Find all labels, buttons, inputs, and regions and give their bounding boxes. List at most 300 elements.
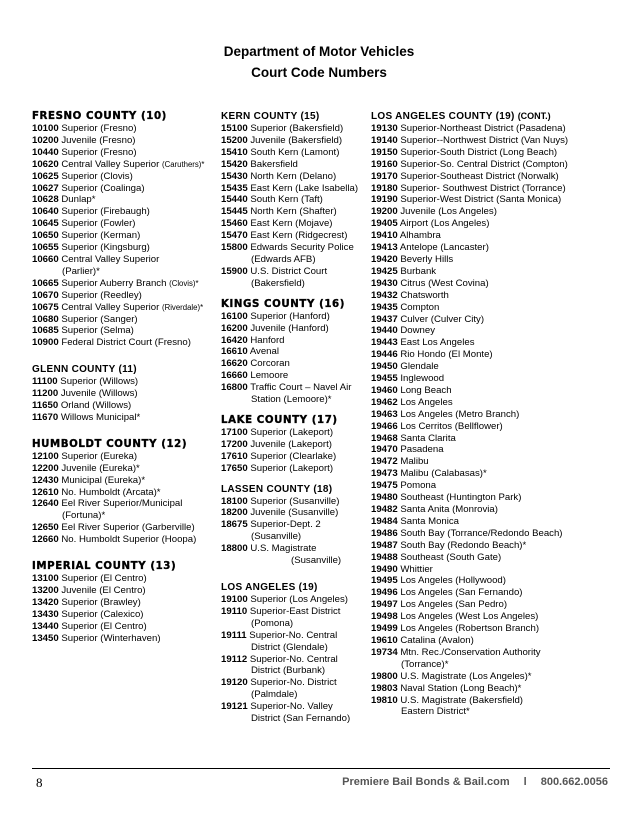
court-code: 18800 [221,543,248,555]
court-name: Superior (Los Angeles) [250,594,348,605]
court-entry [221,346,373,358]
court-name: South Bay (Redondo Beach)* [400,539,527,551]
court-entry [221,519,373,543]
court-code: 19425 [371,265,398,277]
court-code: 19455 [371,373,398,385]
court-name: Traffic Court – Navel Air [250,382,352,394]
county-heading [221,483,373,496]
court-entry [371,683,611,695]
court-code: 19437 [371,313,398,325]
court-name: Pasadena [400,444,444,456]
court-name: Superior (Fresno) [61,123,137,134]
court-code: 16620 [221,358,248,370]
court-entry [221,335,373,347]
court-code: 19140 [371,134,398,146]
court-name: Juvenile (Hanford) [250,322,329,334]
court-entry [221,358,373,370]
court-code: 19466 [371,420,398,432]
court-name: Superior (Lakeport) [250,462,334,474]
court-entry [221,427,373,439]
court-name: North Kern (Delano) [250,170,337,182]
court-code: 15445 [221,206,248,218]
court-name: Central Valley Superior [61,158,160,170]
court-code: 13100 [32,573,59,585]
county-heading-cont: (CONT.) [517,111,551,121]
court-name: Superior (Hanford) [250,310,330,322]
court-location-small: (Clovis)* [169,278,199,288]
court-name: Santa Anita (Monrovia) [400,504,498,515]
court-name: Rio Hondo (El Monte) [400,349,493,361]
court-entry [371,695,611,719]
footer-contact [342,776,608,788]
court-name: Central Valley Superior [61,253,160,265]
court-code: 10627 [32,182,59,194]
court-entry [371,278,611,290]
court-entry [371,564,611,576]
court-name: Superior (Willows) [60,376,139,388]
court-name: Superior-No. District [250,677,337,689]
court-name-continued: (Edwards AFB) [251,253,316,265]
court-name: Inglewood [400,373,445,385]
court-code: 10640 [32,206,59,218]
court-entry [32,290,227,302]
court-code: 11100 [32,376,58,388]
court-name: Superior- Southwest District (Torrance) [400,182,566,194]
court-name: Eel River Superior (Garberville) [61,522,195,534]
county-section [32,110,227,349]
court-entry [221,171,373,183]
county-heading-text: KINGS COUNTY (16) [221,298,345,310]
court-code: 19110 [221,605,248,617]
court-name: Eel River Superior/Municipal [61,498,183,510]
court-entry [221,439,373,451]
court-entry [32,412,227,424]
court-entry [32,278,227,290]
court-name: Downey [400,325,436,337]
court-name: Superior-Southeast District (Norwalk) [400,170,559,182]
section-spacer [32,349,227,363]
court-code: 10625 [32,170,59,182]
court-name-continued: (Pomona) [251,617,294,629]
court-code: 16420 [221,334,248,346]
court-entry [32,573,227,585]
court-name: South Bay (Torrance/Redondo Beach) [400,527,563,539]
footer-company: Premiere Bail Bonds & Bail.com [342,776,510,788]
court-code: 15900 [221,265,248,277]
section-spacer [221,475,373,483]
court-code: 19482 [371,504,398,515]
court-code: 19100 [221,594,248,605]
court-name: Los Angeles [400,396,453,408]
court-code: 18675 [221,519,248,531]
court-code: 12200 [32,462,59,474]
court-code: 19490 [371,563,398,575]
court-name: Juvenile (Susanville) [250,507,339,519]
court-name: Avenal [249,346,279,358]
court-name: Bakersfield [250,158,298,170]
court-entry [221,147,373,159]
court-code: 19430 [371,277,398,289]
court-entry [221,159,373,171]
court-name: Superior Auberry Branch [61,277,167,289]
court-code: 12610 [32,486,59,498]
court-name: Superior (El Centro) [61,620,147,632]
court-name: Federal District Court (Fresno) [61,337,191,349]
court-code: 19443 [371,337,398,349]
court-code: 10655 [32,242,59,254]
court-name: Corcoran [250,358,290,370]
county-heading [32,110,227,123]
court-entry [32,230,227,242]
court-name: East Kern (Mojave) [250,218,333,230]
court-name-continued: Station (Lemoore)* [251,394,332,406]
court-entry [371,349,611,361]
court-entry [32,135,227,147]
court-entry [32,498,227,522]
county-section [221,483,373,567]
court-name: Citrus (West Covina) [400,277,489,289]
court-name: Superior (Coalinga) [61,182,145,194]
column-middle [221,110,373,725]
court-entry [371,266,611,278]
court-entry [221,594,373,606]
court-name: Superior-West District (Santa Monica) [400,194,562,206]
court-name: Superior (Fresno) [61,146,137,158]
court-entry [371,242,611,254]
court-code: 15200 [221,134,248,146]
court-entry [371,171,611,183]
court-entry [221,382,373,406]
court-code: 16800 [221,382,248,394]
court-name-continued: (Fortuna)* [62,510,106,522]
court-name: Lemoore [250,370,289,382]
county-heading [32,560,227,573]
court-entry [221,323,373,335]
court-code: 19495 [371,575,398,587]
court-code: 15100 [221,123,248,134]
court-name: Superior (Calexico) [61,608,144,620]
section-spacer [32,424,227,438]
court-code: 10620 [32,158,59,170]
court-code: 19121 [221,701,248,713]
court-entry [32,242,227,254]
court-entry [221,123,373,135]
court-entry [221,135,373,147]
court-name: Superior (Clearlake) [250,450,337,462]
court-code: 19463 [371,408,398,420]
county-section [32,438,227,546]
court-code: 19480 [371,492,398,504]
county-heading-text: LASSEN COUNTY (18) [221,483,333,495]
court-entry [371,194,611,206]
court-name: Compton [400,301,440,313]
court-name: Pomona [400,480,437,492]
court-code: 19810 [371,694,398,706]
court-code: 19180 [371,182,398,194]
court-entry [371,575,611,587]
page-title: Department of Motor Vehicles [223,44,415,59]
court-code: 19734 [371,646,398,658]
court-name: South Kern (Lamont) [250,146,340,158]
court-code: 10900 [32,337,59,349]
court-entry [32,254,227,278]
court-entry [371,361,611,373]
county-heading [221,414,373,427]
court-code: 13450 [32,632,59,644]
court-entry [371,337,611,349]
court-name-continued: (Torrance)* [401,658,449,670]
court-entry [371,254,611,266]
court-entry [221,543,373,567]
court-entry [221,370,373,382]
court-name: Superior-Northeast District (Pasadena) [400,123,566,134]
court-name: Los Angeles (San Fernando) [400,587,523,599]
court-code: 11200 [32,388,59,400]
court-code: 12100 [32,450,59,462]
court-name: Culver (Culver City) [400,313,485,325]
court-entry [32,218,227,230]
court-location-small: (Riverdale)* [161,302,204,312]
county-section [371,110,611,718]
court-code: 19440 [371,325,398,337]
court-name: Hanford [250,334,285,346]
court-entry [32,206,227,218]
court-name: Municipal (Eureka)* [61,474,146,486]
court-entry [371,456,611,468]
court-code: 19160 [371,158,398,170]
court-code: 10628 [32,194,59,206]
court-code: 19484 [371,515,398,527]
court-name-continued: Eastern District* [401,706,470,718]
court-name: Superior-No. Central [249,629,338,641]
court-entry [32,337,227,349]
court-name-continued: (Palmdale) [251,689,298,701]
court-entry [371,444,611,456]
court-entry [371,623,611,635]
court-name: Superior-South District (Long Beach) [400,146,558,158]
court-entry [371,552,611,564]
court-code: 19190 [371,194,398,206]
court-entry [371,147,611,159]
court-entry [32,194,227,206]
court-code: 15440 [221,194,248,206]
court-code: 10665 [32,277,59,289]
court-entry [371,492,611,504]
court-code: 19803 [371,682,398,694]
county-section [221,414,373,475]
court-name: No. Humboldt (Arcata)* [61,486,161,498]
county-heading-text: KERN COUNTY (15) [221,111,320,122]
court-code: 12660 [32,534,59,546]
court-name: Superior (Sanger) [61,313,138,325]
court-name: Juvenile (El Centro) [61,585,146,596]
court-name: Chatsworth [400,289,449,301]
court-name: Central Valley Superior [61,301,160,313]
court-entry [371,135,611,147]
court-name: Superior-Dept. 2 [250,519,321,531]
court-entry [221,194,373,206]
court-code: 19486 [371,527,398,539]
court-entry [371,516,611,528]
court-code: 10650 [32,230,59,242]
court-code: 10675 [32,301,59,313]
court-code: 17610 [221,450,248,462]
court-code: 10440 [32,146,59,158]
court-entry [371,540,611,552]
court-code: 11650 [32,400,59,412]
court-location-small: (Caruthers)* [161,159,205,169]
court-code: 19497 [371,599,398,611]
court-code: 13430 [32,608,59,620]
court-code: 15420 [221,158,248,170]
page-subtitle: Court Code Numbers [251,65,387,80]
county-heading-text: HUMBOLDT COUNTY (12) [32,438,188,450]
court-code: 19112 [221,653,248,665]
court-name: Southeast (South Gate) [400,551,502,563]
court-entry [32,534,227,546]
court-name: Superior (Brawley) [61,596,141,608]
court-name: Airport (Los Angeles) [399,218,490,230]
court-code: 19420 [371,253,398,265]
court-entry [371,409,611,421]
court-entry [32,159,227,171]
county-heading-text: LOS ANGELES (19) [221,582,318,593]
court-name: East Kern (Ridgecrest) [250,230,348,242]
section-spacer [221,567,373,581]
court-code: 19472 [371,456,398,468]
court-entry [221,183,373,195]
court-entry [221,677,373,701]
court-code: 19150 [371,146,398,158]
page-number: 8 [36,775,43,790]
court-entry [371,206,611,218]
court-code: 17100 [221,426,248,438]
court-name: Santa Monica [400,515,460,527]
court-code: 19450 [371,361,398,373]
court-entry [32,314,227,326]
court-code: 15460 [221,218,248,230]
court-entry [371,314,611,326]
court-entry [32,463,227,475]
court-entry [221,496,373,508]
court-entry [371,587,611,599]
court-entry [32,325,227,337]
court-name: Superior (Fowler) [61,218,136,230]
court-code: 19130 [371,123,398,134]
court-entry [221,206,373,218]
court-entry [221,230,373,242]
court-name: Burbank [400,265,437,277]
court-name: Mtn. Rec./Conservation Authority [400,646,541,658]
court-code: 15435 [221,182,248,194]
court-code: 19462 [371,396,398,408]
court-name: Beverly Hills [400,253,454,265]
footer-phone: 800.662.0056 [540,776,608,788]
court-name: Superior-East District [249,605,341,617]
court-code: 10670 [32,289,59,301]
court-name: Superior (Lakeport) [250,426,334,438]
court-code: 19111 [221,629,247,641]
court-entry [221,654,373,678]
court-name: Superior (El Centro) [61,573,147,585]
court-name: No. Humboldt Superior (Hoopa) [61,534,197,546]
court-name-continued: (Bakersfield) [251,277,305,289]
court-entry [221,630,373,654]
court-entry [371,373,611,385]
court-entry [221,266,373,290]
court-name: Superior--Northwest District (Van Nuys) [400,134,569,146]
court-name: Superior-No. Central [249,653,338,665]
court-code: 17650 [221,462,248,474]
court-name-continued: District (San Fernando) [251,713,351,725]
county-heading-text: LOS ANGELES COUNTY (19) [371,111,515,122]
court-code: 12640 [32,498,59,510]
court-entry [371,468,611,480]
court-code: 19499 [371,623,398,635]
court-entry [32,123,227,135]
county-section [32,363,227,424]
court-name: Superior (Winterhaven) [61,632,161,644]
court-name: Juvenile (Eureka)* [61,462,140,474]
court-code: 19488 [371,551,398,563]
court-entry [371,159,611,171]
court-code: 10200 [32,134,59,146]
court-code: 11670 [32,411,59,423]
court-name: Orland (Willows) [60,400,132,412]
court-entry [371,504,611,516]
court-entry [32,522,227,534]
court-name: Southeast (Huntington Park) [400,492,522,504]
court-entry [371,218,611,230]
county-section [32,560,227,644]
court-code: 15430 [221,170,248,182]
court-name: Superior (Clovis) [61,170,133,182]
court-entry [32,597,227,609]
court-name: Superior-No. Valley [250,701,333,713]
court-code: 13440 [32,620,59,632]
court-name: U.S. Magistrate [250,543,317,555]
court-code: 16610 [221,346,248,358]
court-entry [32,451,227,463]
court-code: 16660 [221,370,248,382]
court-entry [221,242,373,266]
court-code: 19432 [371,289,398,301]
court-code: 10680 [32,313,59,325]
court-code: 19496 [371,587,398,599]
court-name: Los Cerritos (Bellflower) [400,420,503,432]
county-heading-text: GLENN COUNTY (11) [32,364,137,376]
court-name: Malibu [400,456,429,468]
court-entry [221,701,373,725]
court-code: 13420 [32,596,59,608]
court-name: South Kern (Taft) [250,194,323,206]
court-name: Los Angeles (San Pedro) [400,599,508,611]
court-name: Superior (Susanville) [250,495,340,507]
court-code: 16200 [221,322,248,334]
court-name: Alhambra [399,230,441,242]
court-name: North Kern (Shafter) [250,206,337,218]
court-entry [221,451,373,463]
county-heading [221,581,373,594]
court-entry [32,609,227,621]
court-name: Antelope (Lancaster) [399,242,489,254]
court-name: Juvenile (Los Angeles) [400,206,497,218]
court-code: 17200 [221,438,248,450]
court-name: Los Angeles (Metro Branch) [400,408,520,420]
county-heading-text: IMPERIAL COUNTY (13) [32,561,177,573]
court-code: 19473 [371,468,398,480]
court-entry [371,635,611,647]
